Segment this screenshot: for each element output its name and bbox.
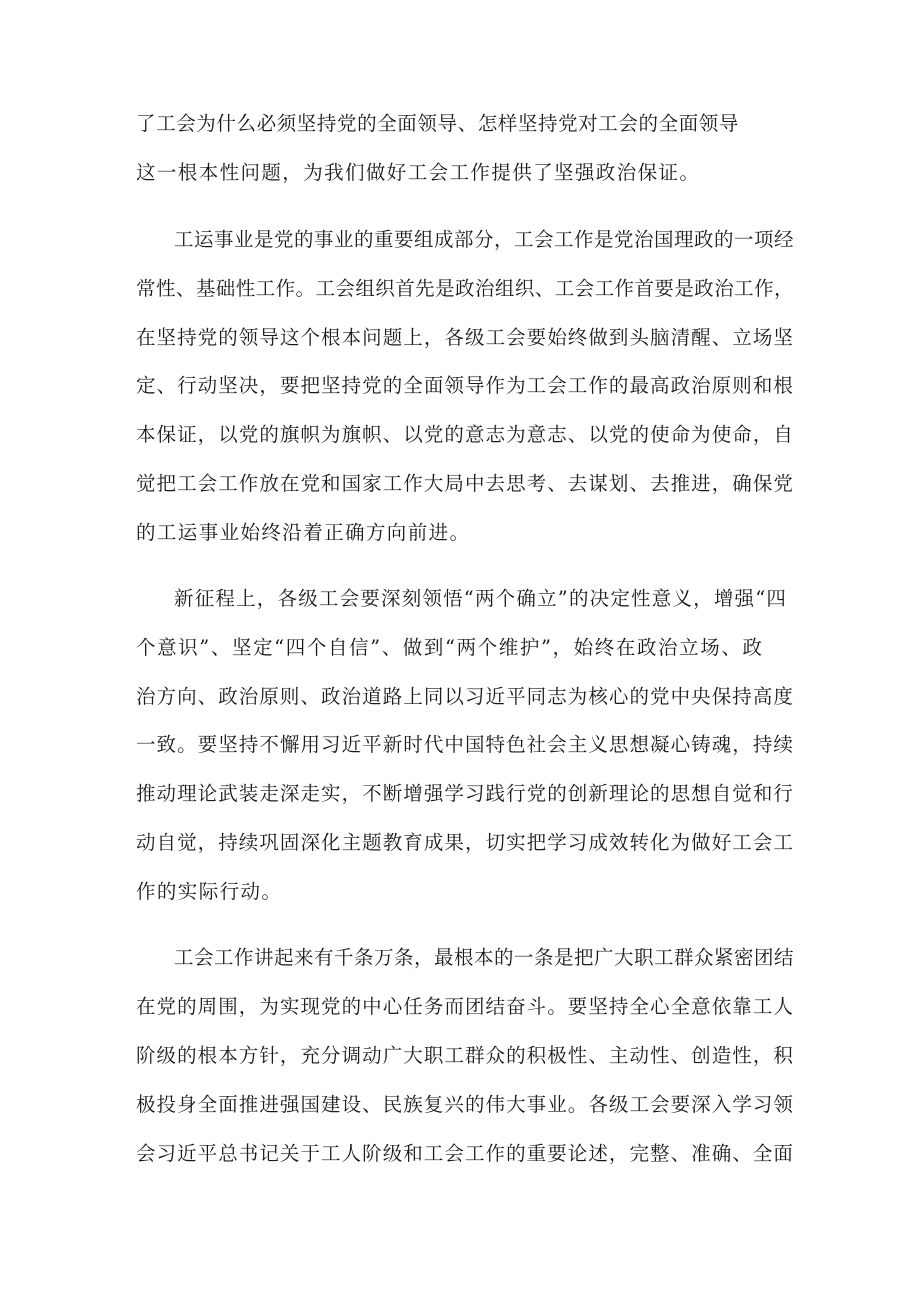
paragraph-2-line-3 xyxy=(0,318,920,358)
text-line: 新征程上，各级工会要深刻领悟“两个确立”的决定性意义，增强“四 xyxy=(174,587,788,610)
text-line: 一致。要坚持不懈用习近平新时代中国特色社会主义思想凝心铸魂，持续 xyxy=(136,733,794,756)
text-line: 工运事业是党的事业的重要组成部分，工会工作是党治国理政的一项经 xyxy=(174,228,794,251)
text-line: 这一根本性问题，为我们做好工会工作提供了坚强政治保证。 xyxy=(136,161,701,184)
text-line: 觉把工会工作放在党和国家工作大局中去思考、去谋划、去推进，确保党 xyxy=(136,472,794,495)
text-line: 工会工作讲起来有千条万条，最根本的一条是把广大职工群众紧密团结 xyxy=(174,946,794,969)
text-line: 在坚持党的领导这个根本问题上，各级工会要始终做到头脑清醒、立场坚 xyxy=(136,326,794,349)
text-line: 本保证，以党的旗帜为旗帜、以党的意志为意志、以党的使命为使命，自 xyxy=(136,423,794,446)
paragraph-3-line-7 xyxy=(0,872,920,912)
paragraph-2-line-1 xyxy=(0,220,920,260)
paragraph-3-line-5 xyxy=(0,774,920,814)
text-line: 了工会为什么必须坚持党的全面领导、怎样坚持党对工会的全面领导 xyxy=(136,112,740,135)
paragraph-4-line-3 xyxy=(0,1036,920,1076)
paragraph-2-line-4 xyxy=(0,366,920,406)
paragraph-3-line-1 xyxy=(0,579,920,619)
text-line: 治方向、政治原则、政治道路上同以习近平同志为核心的党中央保持高度 xyxy=(136,685,794,708)
paragraph-3-line-3 xyxy=(0,677,920,717)
text-line: 阶级的根本方针，充分调动广大职工群众的积极性、主动性、创造性，积 xyxy=(136,1044,794,1067)
paragraph-4-line-5 xyxy=(0,1134,920,1174)
paragraph-3-line-4 xyxy=(0,725,920,765)
paragraph-2-line-5 xyxy=(0,415,920,455)
paragraph-4-line-2 xyxy=(0,987,920,1027)
text-line: 常性、基础性工作。工会组织首先是政治组织、工会工作首要是政治工作， xyxy=(136,277,794,300)
paragraph-2-line-6 xyxy=(0,464,920,504)
paragraph-1-line-2 xyxy=(0,153,920,193)
paragraph-2-line-7 xyxy=(0,513,920,553)
text-line: 作的实际行动。 xyxy=(136,880,283,903)
paragraph-1-line-1 xyxy=(0,104,920,144)
text-line: 定、行动坚决，要把坚持党的全面领导作为工会工作的最高政治原则和根 xyxy=(136,374,794,397)
paragraph-3-line-2 xyxy=(0,628,920,668)
text-line: 在党的周围，为实现党的中心任务而团结奋斗。要坚持全心全意依靠工人 xyxy=(136,995,794,1018)
text-line: 会习近平总书记关于工人阶级和工会工作的重要论述，完整、准确、全面 xyxy=(136,1142,794,1165)
text-line: 推动理论武装走深走实，不断增强学习践行党的创新理论的思想自觉和行 xyxy=(136,782,794,805)
text-line: 个意识”、坚定“四个自信”、做到“两个维护”，始终在政治立场、政 xyxy=(136,636,764,659)
text-line: 极投身全面推进强国建设、民族复兴的伟大事业。各级工会要深入学习领 xyxy=(136,1093,794,1116)
paragraph-4-line-4 xyxy=(0,1085,920,1125)
paragraph-3-line-6 xyxy=(0,823,920,863)
text-line: 的工运事业始终沿着正确方向前进。 xyxy=(136,521,471,544)
paragraph-4-line-1 xyxy=(0,938,920,978)
paragraph-2-line-2 xyxy=(0,269,920,309)
text-line: 动自觉，持续巩固深化主题教育成果，切实把学习成效转化为做好工会工 xyxy=(136,831,794,854)
